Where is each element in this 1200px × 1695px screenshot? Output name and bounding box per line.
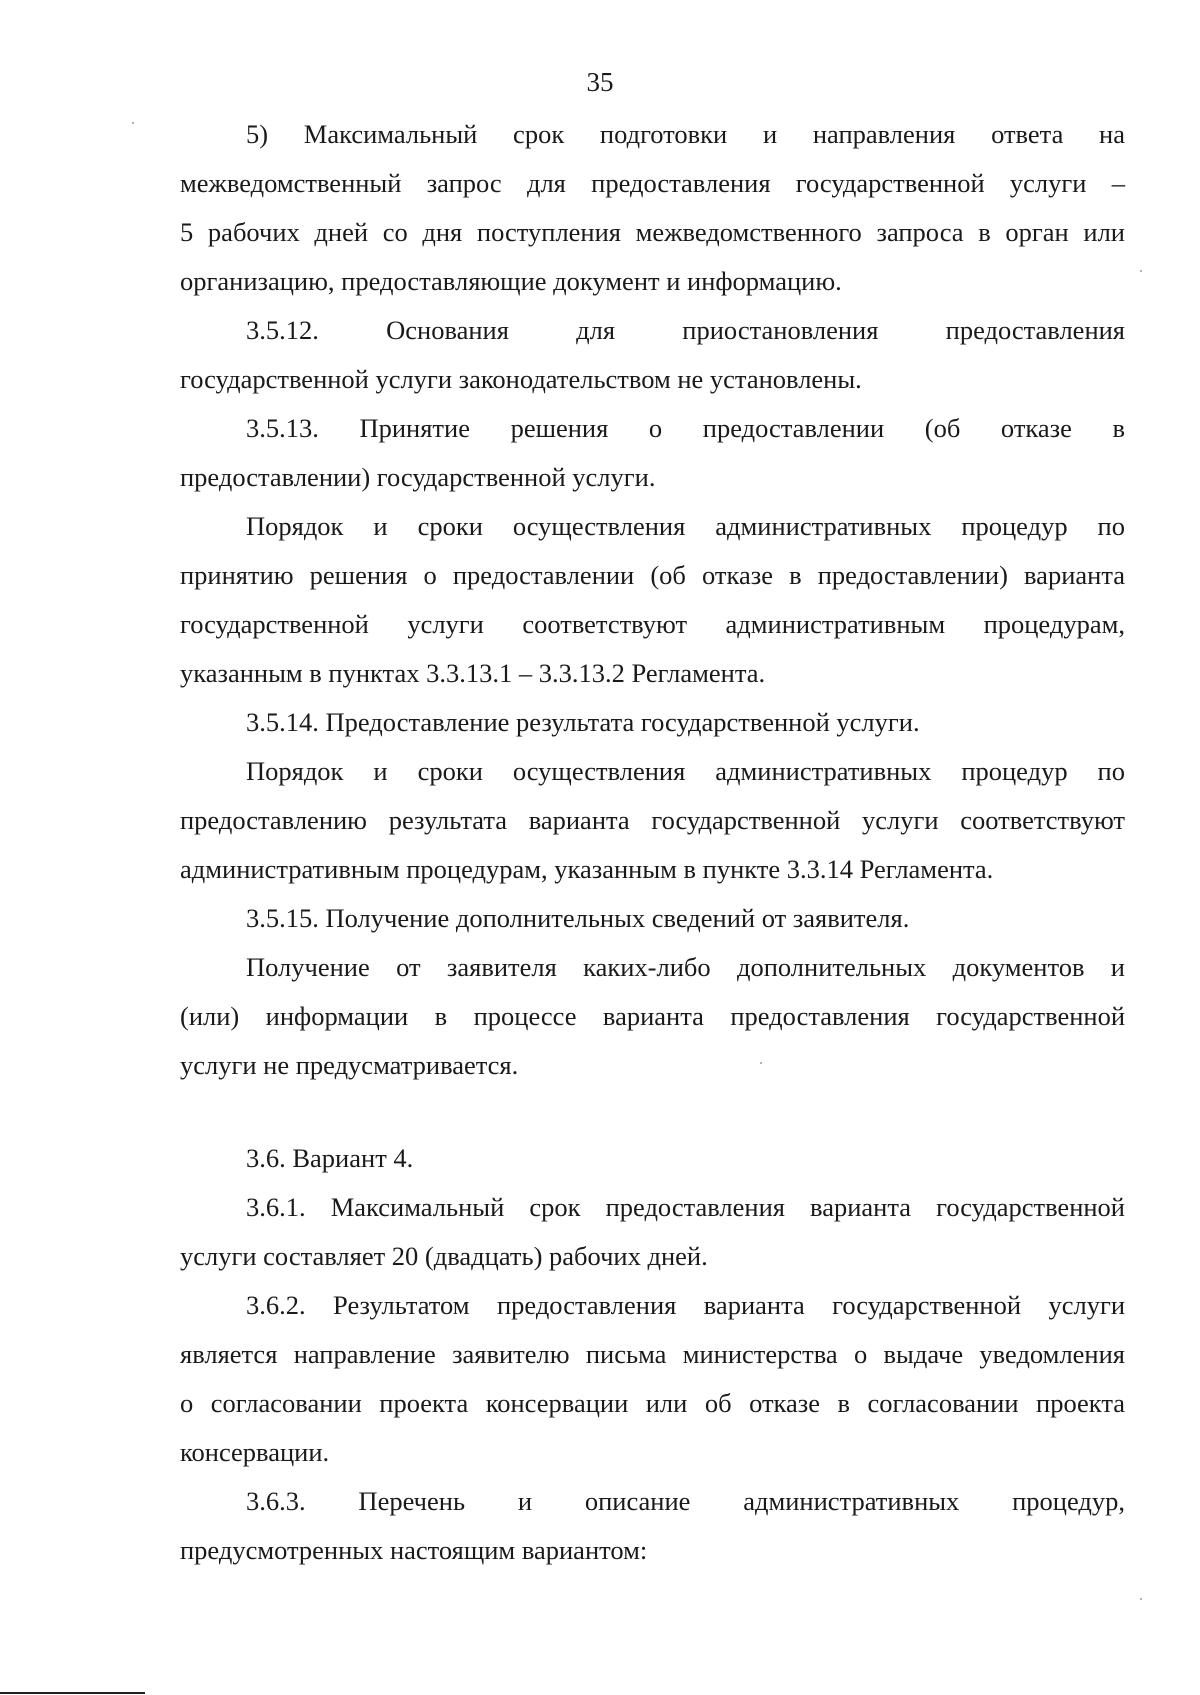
paragraph [180, 747, 1125, 894]
text-line: (или) информации в процессе варианта предоставления государственной [180, 1001, 1125, 1031]
paragraph [180, 698, 1125, 747]
paragraph [180, 306, 1125, 404]
footnote-rule [0, 1692, 145, 1694]
text-line: услуги составляет 20 (двадцать) рабочих дней. [180, 1241, 708, 1271]
text-line: является направление заявителю письма министерства о выдаче уведомления [180, 1339, 1125, 1369]
paragraph [180, 1281, 1125, 1477]
document-body [180, 110, 1125, 1575]
scan-speck [1140, 270, 1142, 272]
text-line: 3.6. Вариант 4. [246, 1143, 414, 1173]
text-line: межведомственный запрос для предоставления государственной услуги – [180, 168, 1125, 198]
text-line: о согласовании проекта консервации или об отказе в согласовании проекта [180, 1388, 1125, 1418]
text-line: 3.5.15. Получение дополнительных сведений от заявителя. [246, 903, 910, 933]
text-line: административным процедурам, указанным в пункте 3.3.14 Регламента. [180, 854, 994, 884]
text-line: предусмотренных настоящим вариантом: [180, 1535, 648, 1565]
text-line: Порядок и сроки осуществления административных процедур по [246, 756, 1125, 786]
text-line: Получение от заявителя каких-либо дополнительных документов и [246, 952, 1125, 982]
scan-speck [132, 122, 134, 124]
paragraph [180, 1134, 1125, 1183]
text-line: 5) Максимальный срок подготовки и направления ответа на [246, 119, 1125, 149]
text-line: 3.6.1. Максимальный срок предоставления варианта государственной [246, 1192, 1125, 1222]
paragraph [180, 110, 1125, 306]
text-line: предоставлении) государственной услуги. [180, 462, 656, 492]
text-line: 3.6.2. Результатом предоставления варианта государственной услуги [246, 1290, 1125, 1320]
text-line: 3.6.3. Перечень и описание административных процедур, [246, 1486, 1125, 1516]
scan-speck [1140, 1598, 1142, 1600]
paragraph [180, 894, 1125, 943]
text-line: 3.5.12. Основания для приостановления предоставления [246, 315, 1125, 345]
page-number: 35 [586, 67, 614, 97]
text-line: консервации. [180, 1437, 330, 1467]
paragraph [180, 404, 1125, 502]
text-line: услуги не предусматривается. [180, 1050, 519, 1080]
paragraph [180, 502, 1125, 698]
scan-speck [760, 1062, 762, 1064]
text-line: 5 рабочих дней со дня поступления межведомственного запроса в орган или [180, 217, 1125, 247]
text-line: Порядок и сроки осуществления административных процедур по [246, 511, 1125, 541]
text-line: предоставлению результата варианта государственной услуги соответствуют [180, 805, 1125, 835]
text-line: государственной услуги законодательством не установлены. [180, 364, 862, 394]
text-line: государственной услуги соответствуют административным процедурам, [180, 609, 1125, 639]
paragraph [180, 1477, 1125, 1575]
text-line: организацию, предоставляющие документ и информацию. [180, 266, 842, 296]
section-gap [180, 1090, 1125, 1134]
text-line: 3.5.13. Принятие решения о предоставлении (об отказе в [246, 413, 1125, 443]
text-line: 3.5.14. Предоставление результата государственной услуги. [246, 707, 920, 737]
paragraph [180, 1183, 1125, 1281]
paragraph [180, 943, 1125, 1090]
text-line: принятию решения о предоставлении (об отказе в предоставлении) варианта [180, 560, 1125, 590]
text-line: указанным в пунктах 3.3.13.1 – 3.3.13.2 Регламента. [180, 658, 766, 688]
